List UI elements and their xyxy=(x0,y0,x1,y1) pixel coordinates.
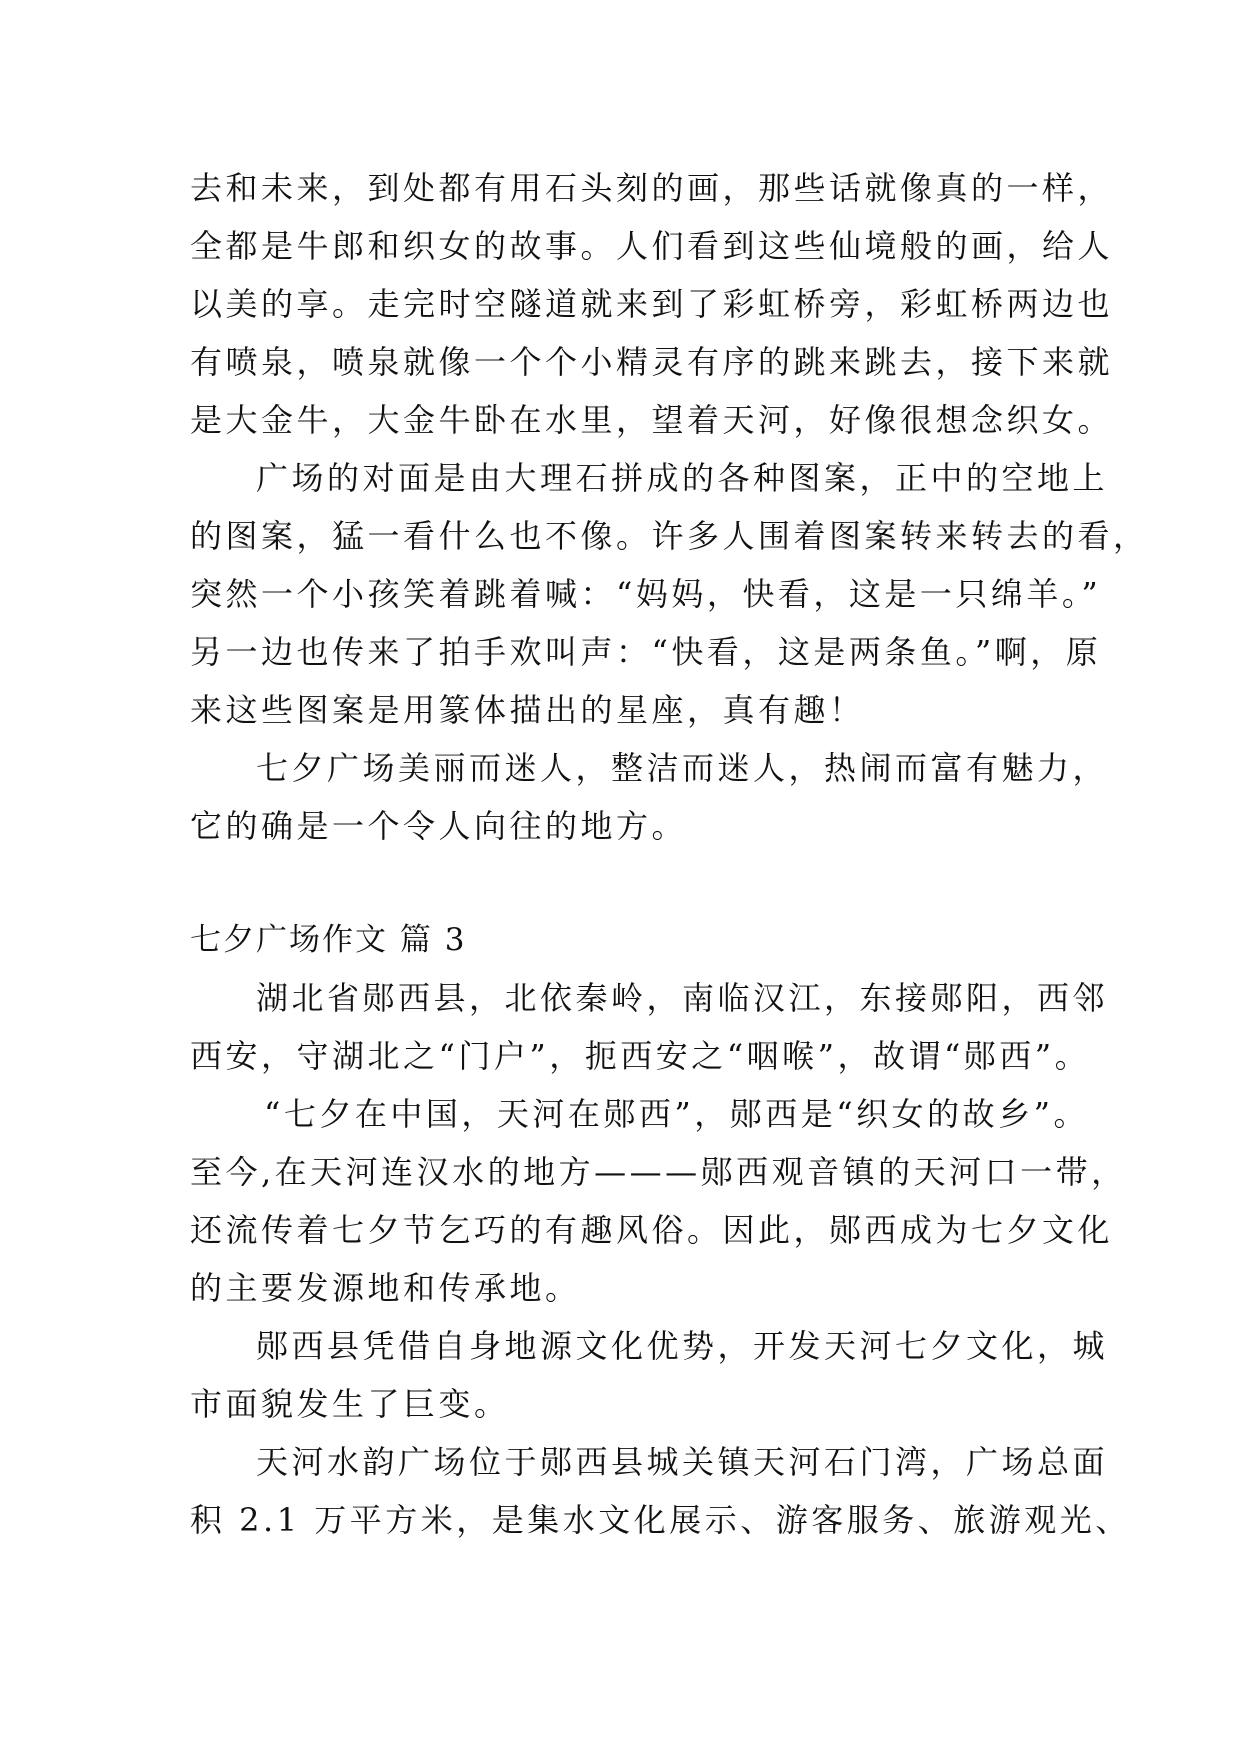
text-line: 来这些图案是用篆体描出的星座，真有趣！ xyxy=(190,691,865,729)
text-line: 全都是牛郎和织女的故事。人们看到这些仙境般的画，给人 xyxy=(190,227,1114,265)
text-line: 的图案，猛一看什么也不像。许多人围着图案转来转去的看， xyxy=(190,517,1149,555)
text-line: 市面貌发生了巨变。 xyxy=(190,1385,510,1423)
text-line: 还流传着七夕节乞巧的有趣风俗。因此，郧西成为七夕文化 xyxy=(190,1211,1114,1249)
paragraph-first-line: 天河水韵广场位于郧西县城关镇天河石门湾，广场总面 xyxy=(256,1443,1109,1481)
text-line: 至今,在天河连汉水的地方———郧西观音镇的天河口一带， xyxy=(190,1153,1127,1191)
text-line: 突然一个小孩笑着跳着喊：“妈妈，快看，这是一只绵羊。” xyxy=(190,575,1102,613)
paragraph-first-line: 七夕广场美丽而迷人，整洁而迷人，热闹而富有魅力， xyxy=(256,749,1109,787)
paragraph-first-line: 广场的对面是由大理石拼成的各种图案，正中的空地上 xyxy=(256,459,1109,497)
text-line: 另一边也传来了拍手欢叫声：“快看，这是两条鱼。”啊，原 xyxy=(190,633,1102,671)
paragraph-first-line: “七夕在中国，天河在郧西”，郧西是“织女的故乡”。 xyxy=(264,1095,1089,1133)
text-line: 是大金牛，大金牛卧在水里，望着天河，好像很想念织女。 xyxy=(190,401,1114,439)
text-line: 它的确是一个令人向往的地方。 xyxy=(190,807,688,845)
text-line: 的主要发源地和传承地。 xyxy=(190,1269,581,1307)
text-line: 去和未来，到处都有用石头刻的画，那些话就像真的一样， xyxy=(190,169,1114,207)
section-heading: 七夕广场作文 篇 3 xyxy=(190,922,467,958)
text-line: 以美的享。走完时空隧道就来到了彩虹桥旁，彩虹桥两边也 xyxy=(190,285,1114,323)
text-line: 有喷泉，喷泉就像一个个小精灵有序的跳来跳去，接下来就 xyxy=(190,343,1114,381)
text-line: 西安，守湖北之“门户”，扼西安之“咽喉”，故谓“郧西”。 xyxy=(190,1037,1091,1075)
paragraph-first-line: 郧西县凭借自身地源文化优势，开发天河七夕文化，城 xyxy=(256,1327,1109,1365)
text-line: 积 2.1 万平方米，是集水文化展示、游客服务、旅游观光、 xyxy=(190,1501,1131,1539)
paragraph-first-line: 湖北省郧西县，北依秦岭，南临汉江，东接郧阳，西邻 xyxy=(256,979,1109,1017)
